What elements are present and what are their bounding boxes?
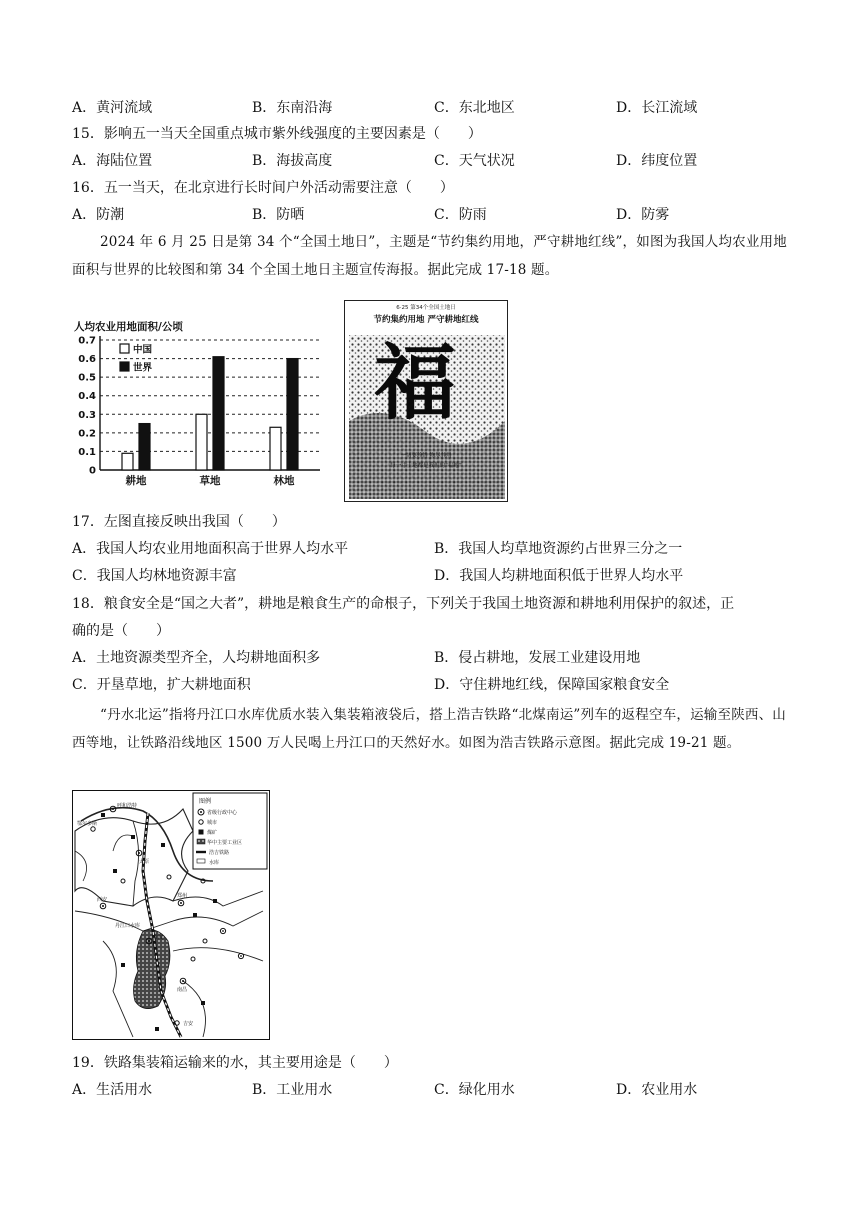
intro-19-21: “丹水北运”指将丹江口水库优质水装入集装箱液袋后，搭上浩吉铁路“北煤南运”列车的返程空车，运输至陕西、山西等地，让铁路沿线地区 1500 万人民喝上丹江口的天然好水。如图为浩吉铁路示意图。据此完成 19-21 题。	[72, 707, 787, 751]
city-jian: 吉安	[183, 1021, 194, 1027]
y-tick-label: 0.2	[78, 428, 96, 440]
q16-option-b: B．防晒	[252, 207, 305, 223]
poster-art	[345, 301, 507, 501]
railway-map	[72, 790, 270, 1040]
city-hohhot: 呼和浩特	[117, 803, 138, 809]
q16-option-c: C．防雨	[434, 207, 487, 223]
legend-label: 中国	[133, 344, 153, 356]
poster-header: 6·25 第34个全国土地日	[396, 305, 456, 311]
q15-option-b: B．海拔高度	[252, 153, 333, 169]
q14-option-b: B．东南沿海	[252, 100, 333, 116]
bar-世界-草地	[213, 357, 224, 470]
y-tick-label: 0.4	[78, 391, 96, 403]
legend-city: 城市	[207, 820, 218, 826]
city-ordos: 鄂尔多斯	[77, 821, 98, 827]
poster-character: 福	[373, 336, 457, 431]
q14-option-a: A．黄河流域	[72, 100, 153, 116]
bar-chart-svg	[70, 318, 332, 494]
q17-option-d: D．我国人均耕地面积低于世界人均水平	[434, 568, 684, 584]
y-tick-label: 0.6	[78, 354, 96, 366]
bar-中国-林地	[270, 427, 281, 470]
q15-stem: 15．影响五一当天全国重点城市紫外线强度的主要因素是（ ）	[72, 126, 482, 142]
q18-option-a: A．土地资源类型齐全，人均耕地面积多	[72, 650, 321, 666]
x-category-label: 林地	[273, 475, 295, 487]
q14-option-c: C．东北地区	[434, 100, 515, 116]
x-category-label: 耕地	[125, 475, 147, 487]
q15-option-a: A．海陆位置	[72, 153, 153, 169]
legend-capital: 省级行政中心	[207, 810, 238, 816]
y-tick-label: 0.7	[78, 335, 96, 347]
chart-ylabel: 人均农业用地面积/公顷	[74, 321, 183, 333]
city-wuhan: 武汉	[153, 935, 164, 941]
y-tick-label: 0.3	[78, 409, 96, 421]
city-xian: 西安	[97, 897, 108, 903]
y-tick-label: 0	[89, 465, 96, 477]
city-taiyuan: 太原	[139, 859, 150, 865]
bar-世界-耕地	[139, 424, 150, 470]
legend-railway: 浩吉铁路	[209, 850, 230, 856]
q14-option-d: D．长江流域	[616, 100, 698, 116]
q18-stem-line1: 18．粮食安全是“国之大者”，耕地是粮食生产的命根子，下列关于我国土地资源和耕地利用保护的叙述，正	[72, 596, 735, 612]
q19-option-a: A．生活用水	[72, 1082, 153, 1098]
city-nanchang: 南昌	[177, 987, 188, 993]
y-tick-label: 0.5	[78, 372, 96, 384]
legend-swatch-世界	[120, 362, 129, 371]
x-category-label: 草地	[199, 475, 221, 487]
q17-option-a: A．我国人均农业用地面积高于世界人均水平	[72, 541, 349, 557]
legend-coal: 煤矿	[207, 830, 218, 836]
intro-17-18: 2024 年 6 月 25 日是第 34 个“全国土地日”，主题是“节约集约用地，严守耕地红线”，如图为我国人均农业用地面积与世界的比较图和第 34 个全国土地日主题宣传海报。据此完成 17-18 题。	[72, 234, 787, 278]
poster	[344, 300, 508, 502]
poster-caption-1: 一切要珍惜 物尽其用	[400, 453, 452, 459]
reservoir-label: 丹江口水库	[115, 923, 141, 929]
q18-option-c: C．开垦草地，扩大耕地面积	[72, 677, 251, 693]
q18-stem-line2: 确的是（ ）	[72, 623, 170, 639]
bar-中国-耕地	[122, 453, 133, 470]
q17-stem: 17．左图直接反映出我国（ ）	[72, 514, 286, 530]
poster-title: 节约集约用地 严守耕地红线	[373, 315, 479, 325]
city-zhengzhou: 郑州	[177, 893, 188, 899]
q17-option-b: B．我国人均草地资源约占世界三分之一	[434, 541, 683, 557]
legend-reservoir: 水库	[209, 860, 220, 866]
q19-option-b: B．工业用水	[252, 1082, 333, 1098]
q15-option-d: D．纬度位置	[616, 153, 698, 169]
legend-label: 世界	[133, 362, 153, 374]
legend-industry: 华中主要工业区	[207, 840, 243, 846]
legend-swatch-中国	[120, 344, 129, 353]
q16-stem: 16．五一当天，在北京进行长时间户外活动需要注意（ ）	[72, 180, 454, 196]
poster-caption-2: 每一寸土地都是我们的“福地”	[390, 463, 462, 469]
q19-option-c: C．绿化用水	[434, 1082, 515, 1098]
bar-中国-草地	[196, 414, 207, 470]
railway-map-art	[73, 791, 269, 1039]
q18-option-b: B．侵占耕地，发展工业建设用地	[434, 650, 641, 666]
bar-chart	[70, 318, 332, 494]
bar-世界-林地	[287, 359, 298, 470]
q19-option-d: D．农业用水	[616, 1082, 698, 1098]
q17-option-c: C．我国人均林地资源丰富	[72, 568, 237, 584]
map-legend-title: 图例	[199, 798, 212, 805]
y-tick-label: 0.1	[78, 446, 96, 458]
q19-stem: 19．铁路集装箱运输来的水，其主要用途是（ ）	[72, 1055, 398, 1071]
q16-option-a: A．防潮	[72, 207, 125, 223]
q16-option-d: D．防雾	[616, 207, 670, 223]
q15-option-c: C．天气状况	[434, 153, 515, 169]
q18-option-d: D．守住耕地红线，保障国家粮食安全	[434, 677, 670, 693]
